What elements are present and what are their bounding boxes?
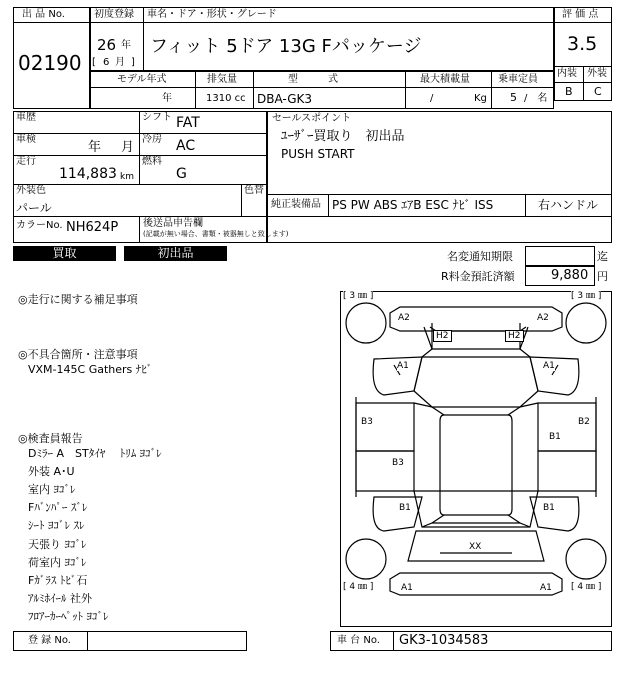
reg-month: 6 bbox=[103, 57, 110, 68]
post-note: (記載が無い場合、書類・被器無しと致します) bbox=[143, 230, 289, 238]
deadline-unit: 迄 bbox=[597, 250, 608, 263]
interior-grade: B bbox=[565, 85, 573, 98]
chassis-number: GK3-1034583 bbox=[399, 633, 489, 648]
tire-depth-rear-left: [ 4 ㎜ ] bbox=[343, 582, 374, 592]
shift-value: FAT bbox=[176, 115, 200, 131]
damage-code: XX bbox=[469, 542, 482, 552]
grade-label: 評 価 点 bbox=[562, 9, 599, 20]
damage-code: H2 bbox=[505, 330, 524, 342]
car-name: フィット 5ドア 13G Fパッケージ bbox=[150, 36, 422, 57]
damage-code: B1 bbox=[399, 503, 411, 513]
lot-label: 出 品 No. bbox=[22, 9, 65, 20]
inspector-line: ｱﾙﾐﾎｲｰﾙ 社外 bbox=[28, 592, 92, 605]
fuel-value: G bbox=[176, 166, 187, 182]
displacement: 1310 cc bbox=[206, 93, 246, 104]
damage-code: B2 bbox=[578, 417, 590, 427]
post-label: 後送品申告欄 bbox=[143, 218, 203, 229]
damage-code: A1 bbox=[540, 583, 552, 593]
damage-code: B1 bbox=[549, 432, 561, 442]
shaken-year-unit: 年 bbox=[88, 140, 102, 155]
inspector-line: 外装 A･U bbox=[28, 465, 75, 478]
deadline-label: 名変通知期限 bbox=[447, 250, 513, 263]
load-unit: Kg bbox=[474, 93, 487, 104]
deadline-box bbox=[525, 246, 595, 266]
defect-text: VXM-145C Gathers ﾅﾋﾞ bbox=[28, 363, 153, 376]
recycle-amount: 9,880 bbox=[551, 268, 589, 283]
shaken-label: 車検 bbox=[16, 134, 36, 145]
model-code: DBA-GK3 bbox=[257, 92, 312, 106]
damage-code: A1 bbox=[401, 583, 413, 593]
fuel-label: 燃料 bbox=[142, 156, 162, 167]
displacement-label: 排気量 bbox=[207, 74, 237, 85]
inspector-line: Fﾊﾞﾝﾊﾟｰ ｽﾞﾚ bbox=[28, 501, 88, 514]
capacity-label: 乗車定員 bbox=[498, 74, 538, 85]
damage-code: B1 bbox=[543, 503, 555, 513]
max-load-label: 最大積載量 bbox=[420, 74, 470, 85]
sales-point-2: PUSH START bbox=[281, 147, 355, 161]
color-label: 外装色 bbox=[16, 185, 46, 196]
inspector-line: Dﾐﾗｰ A STﾀｲﾔ ﾄﾘﾑ ﾖｺﾞﾚ bbox=[28, 447, 162, 460]
mileage: 114,883 bbox=[59, 166, 117, 182]
damage-code: A2 bbox=[537, 313, 549, 323]
recolor-label: 色替 bbox=[244, 185, 264, 196]
inspector-line: 荷室内 ﾖｺﾞﾚ bbox=[28, 556, 87, 569]
defect-label: ◎不具合箇所・注意事項 bbox=[18, 348, 138, 361]
damage-code: A1 bbox=[543, 361, 555, 371]
mileage-unit: km bbox=[120, 172, 134, 182]
recycle-label: R料金預託済額 bbox=[441, 270, 515, 283]
damage-code: A2 bbox=[398, 313, 410, 323]
recycle-unit: 円 bbox=[597, 270, 608, 283]
equipment: PS PW ABS ｴｱB ESC ﾅﾋﾞ ISS bbox=[332, 198, 494, 212]
car-info-label: 車名・ドア・形状・グレード bbox=[147, 9, 277, 20]
shift-label: シフト bbox=[142, 112, 172, 123]
lot-number: 02190 bbox=[18, 51, 82, 75]
damage-code: B3 bbox=[392, 458, 404, 468]
equipment-label: 純正装備品 bbox=[271, 199, 321, 210]
reg-year: 26 bbox=[97, 36, 117, 54]
first-reg-label: 初度登録 bbox=[94, 9, 134, 20]
drive-notes-label: ◎走行に関する補足事項 bbox=[18, 293, 138, 306]
badge-first-listing: 初出品 bbox=[124, 246, 227, 261]
badge-buyback: 買取 bbox=[13, 246, 116, 261]
capacity-unit: / 名 bbox=[524, 93, 548, 104]
reg-no-label: 登 録 No. bbox=[28, 635, 71, 646]
auction-sheet: 出 品 No. 02190 初度登録 車名・ドア・形状・グレード 26 年 [ 6 月 ] フィット 5ドア 13G Fパッケージ 評 価 点 3.5 内装 外装 B C モデル年式 排気量 型 式 最大積載量 乗車定員 年 1310 cc DBA-GK3 / Kg 5 / 名 車歴 車検 年 月 走行 114,883 km シフト FAT 冷房 AC 燃料 G 外装色 パール 色替 カラーNo. NH624P 後送品申告欄 (記載が無い場合、書類・被器無しと致します) セールスポイント ﾕｰｻﾞｰ買取り 初出品 PUSH START 純正装備品 PS PW ABS ｴｱB ESC ﾅﾋﾞ ISS 右ハンドル 買取 初出品 名変通知期限 迄 R料金預託済額 9,880 円 ◎走行に関する補足事項 ◎不具合箇所・注意事項 VXM-145C Gathers ﾅﾋﾞ ◎検査員報告 Dﾐﾗｰ A STﾀｲﾔ ﾄﾘﾑ ﾖｺﾞﾚ 外装 A･U 室内 ﾖｺﾞﾚ Fﾊﾞﾝﾊﾟｰ ｽﾞﾚ ｼｰﾄ ﾖｺﾞﾚ ｽﾚ 天張り ﾖｺﾞﾚ 荷室内 ﾖｺﾞﾚ Fｶﾞﾗｽ ﾄﾋﾞ石 ｱﾙﾐﾎｲｰﾙ 社外 ﾌﾛｱｰｶｰﾍﾟｯﾄ ﾖｺﾞﾚ [ 3 ㎜ ] [ 3 ㎜ ] [ 4 ㎜ ] [ 4 ㎜ ] A2 A2 H2 H2 A1 A1 B3 B2 B1 B3 B1 B1 XX A1 A1 登 録 No. 車 台 No. GK3-1034583 bbox=[0, 0, 640, 680]
interior-label: 内装 bbox=[557, 68, 577, 79]
inspector-line: ﾌﾛｱｰｶｰﾍﾟｯﾄ ﾖｺﾞﾚ bbox=[28, 610, 109, 623]
inspector-line: ｼｰﾄ ﾖｺﾞﾚ ｽﾚ bbox=[28, 519, 85, 532]
model-year-label: モデル年式 bbox=[117, 74, 167, 85]
handle-side: 右ハンドル bbox=[538, 198, 599, 212]
tire-depth-front-left: [ 3 ㎜ ] bbox=[343, 291, 374, 301]
load-slash: / bbox=[430, 93, 434, 104]
history-label: 車歴 bbox=[16, 112, 36, 123]
damage-code: H2 bbox=[433, 330, 452, 342]
tire-depth-rear-right: [ 4 ㎜ ] bbox=[571, 582, 602, 592]
ac-label: 冷房 bbox=[142, 134, 162, 145]
inspector-label: ◎検査員報告 bbox=[18, 432, 83, 445]
sales-point-1: ﾕｰｻﾞｰ買取り 初出品 bbox=[281, 129, 405, 144]
ac-value: AC bbox=[176, 138, 196, 154]
exterior-label: 外装 bbox=[587, 68, 607, 79]
color-no: NH624P bbox=[66, 220, 119, 235]
color-value: パール bbox=[16, 201, 52, 215]
damage-code: B3 bbox=[361, 417, 373, 427]
color-no-label: カラーNo. bbox=[16, 220, 63, 231]
mileage-label: 走行 bbox=[16, 156, 36, 167]
tire-depth-front-right: [ 3 ㎜ ] bbox=[571, 291, 602, 301]
inspector-line: 天張り ﾖｺﾞﾚ bbox=[28, 538, 87, 551]
sales-points-label: セールスポイント bbox=[272, 113, 352, 124]
inspector-line: Fｶﾞﾗｽ ﾄﾋﾞ石 bbox=[28, 574, 88, 587]
reg-year-unit: 年 bbox=[121, 40, 131, 51]
chassis-label: 車 台 No. bbox=[337, 635, 380, 646]
shaken-month-unit: 月 bbox=[121, 140, 135, 155]
model-label: 型 式 bbox=[288, 74, 338, 85]
overall-grade: 3.5 bbox=[567, 33, 598, 55]
model-year-unit: 年 bbox=[162, 93, 172, 104]
capacity: 5 bbox=[510, 91, 517, 104]
car-diagram bbox=[340, 291, 612, 627]
reg-month-unit: 月 bbox=[115, 57, 125, 68]
inspector-line: 室内 ﾖｺﾞﾚ bbox=[28, 483, 76, 496]
exterior-grade: C bbox=[594, 85, 602, 98]
damage-code: A1 bbox=[397, 361, 409, 371]
